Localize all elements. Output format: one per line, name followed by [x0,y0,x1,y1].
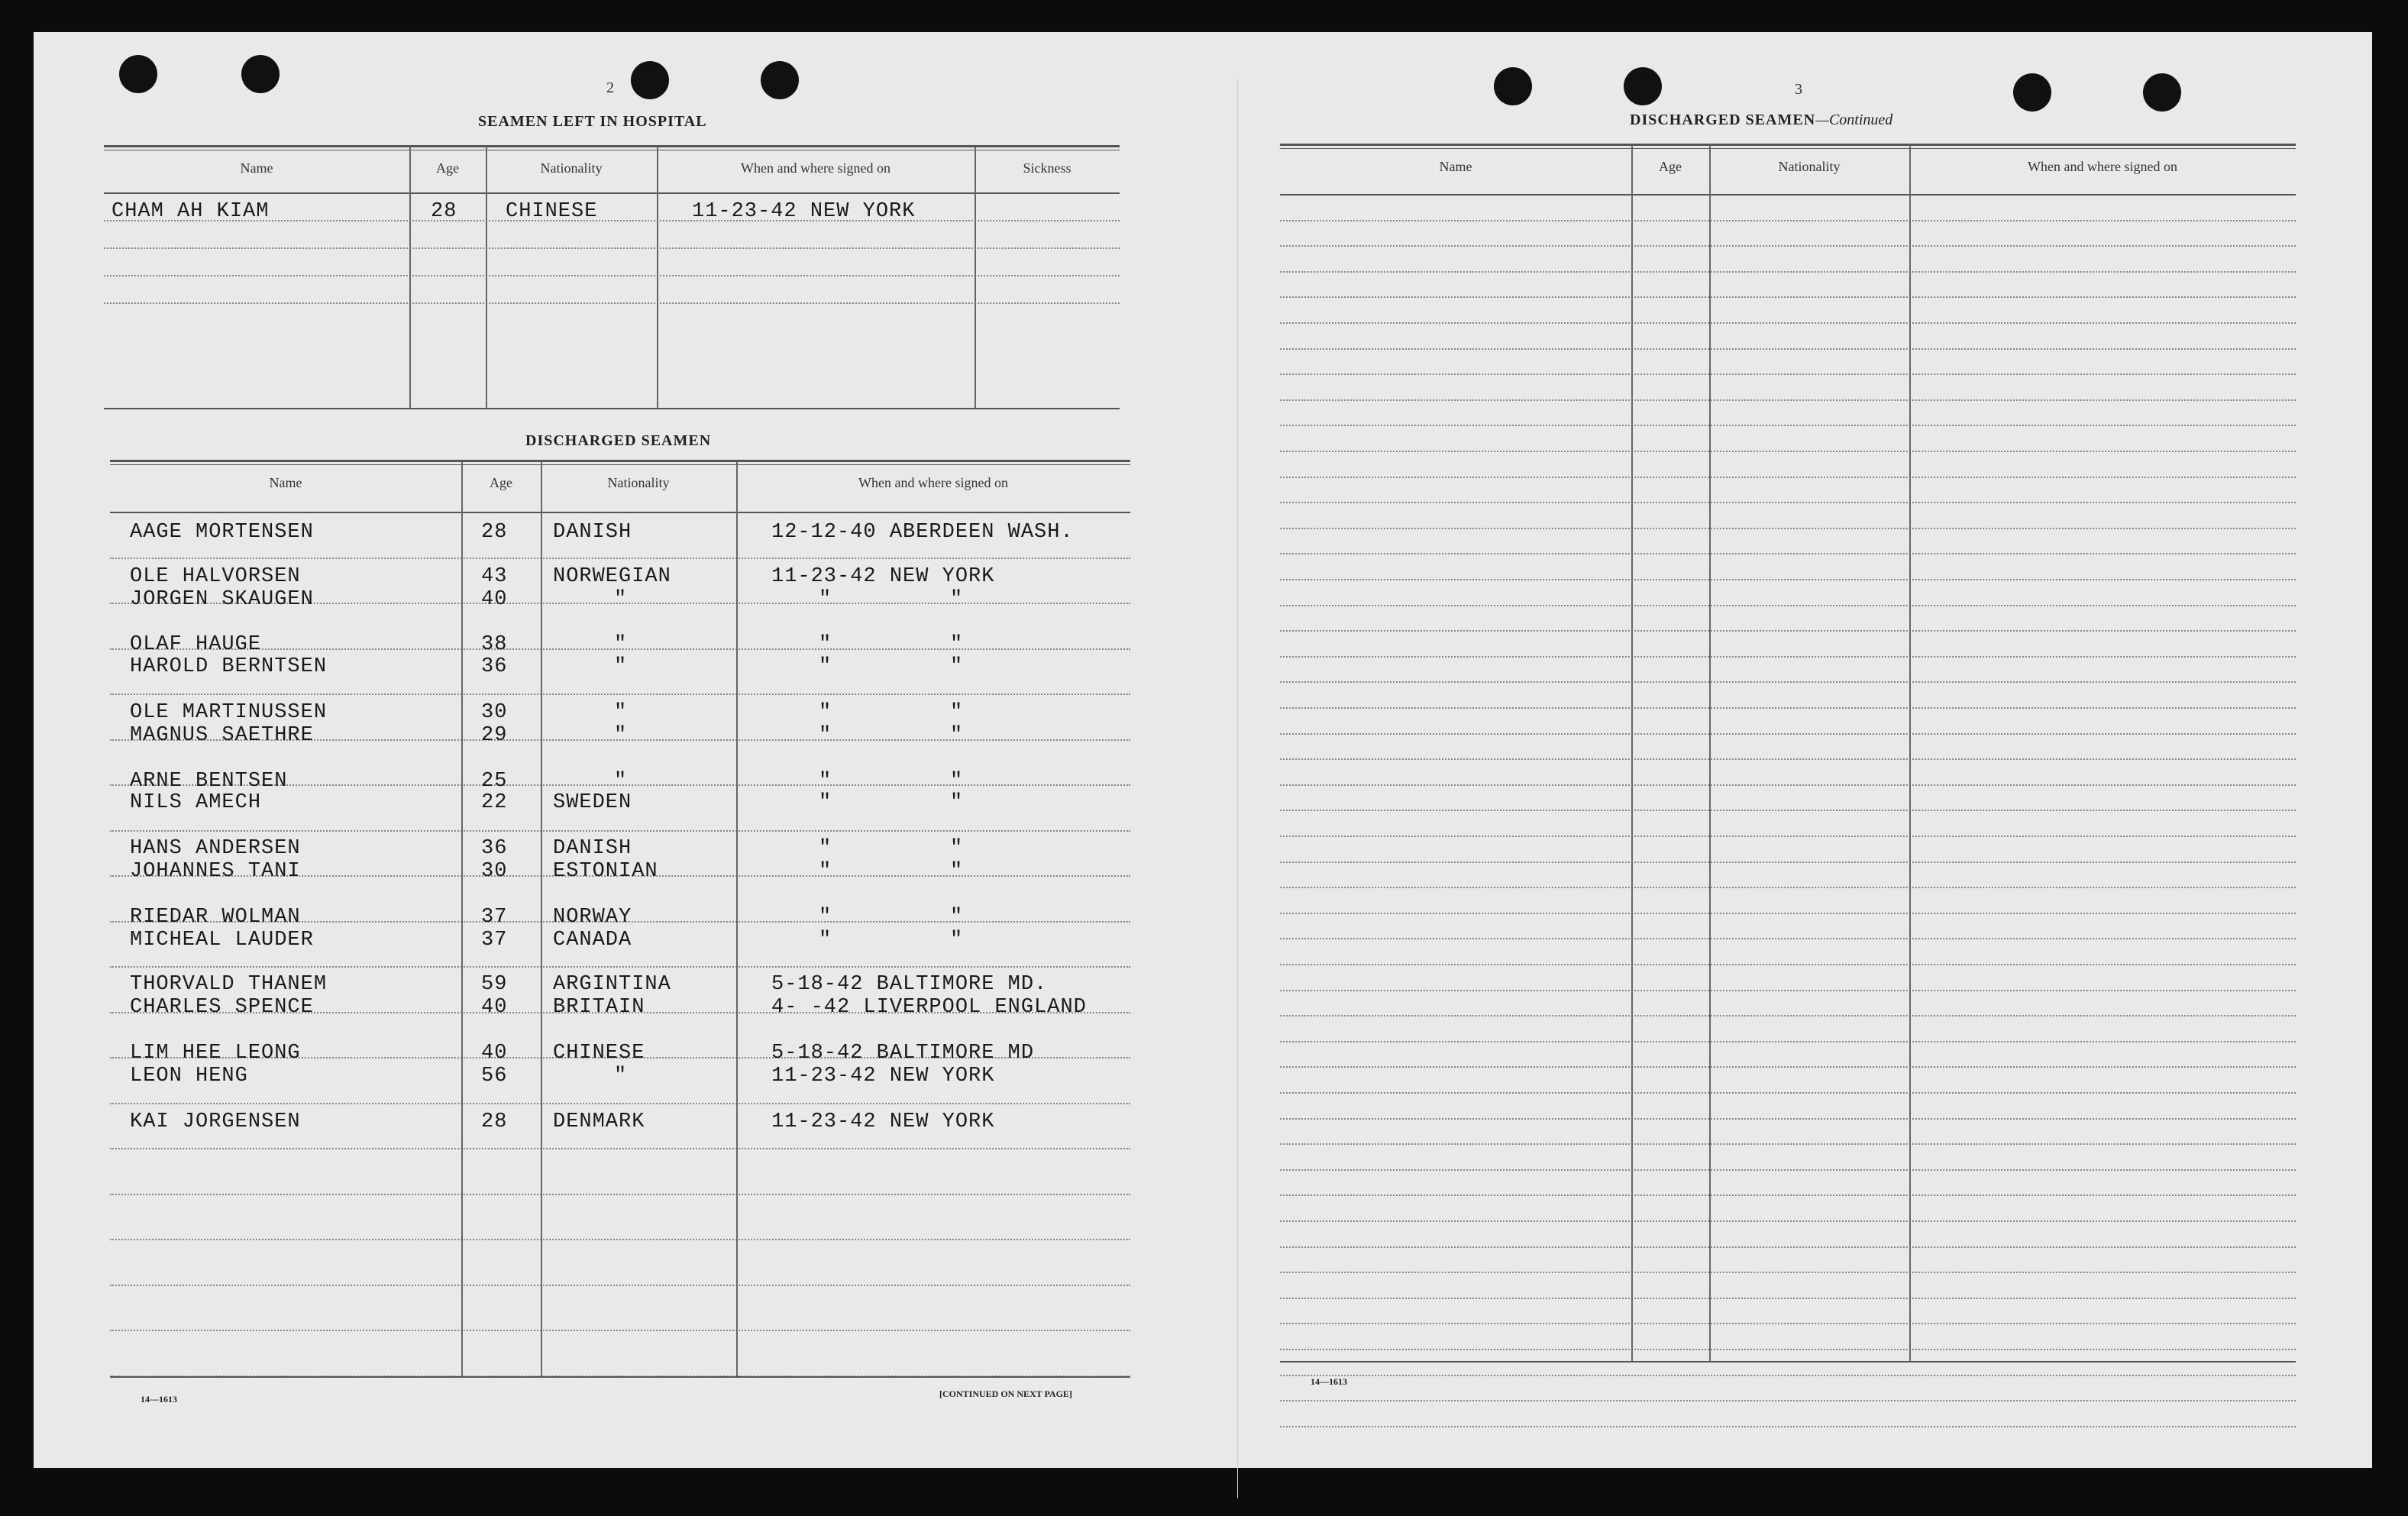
seaman-nationality: NORWEGIAN [553,565,671,588]
row-rule [1280,1092,2296,1094]
signed-on-date-ditto: " [819,770,832,793]
header-rule [110,512,1130,513]
seaman-nationality: ESTONIAN [553,860,658,883]
continued-note: [CONTINUED ON NEXT PAGE] [939,1388,1072,1399]
row-rule [1280,630,2296,632]
signed-on: 12-12-40 ABERDEEN WASH. [771,521,1074,544]
row-rule [1280,1143,2296,1145]
row-rule [1280,810,2296,811]
seaman-nationality: " [614,724,628,747]
row-rule [1280,758,2296,760]
document-sheet [34,32,2372,1468]
signed-on-place-ditto: " [950,655,964,678]
row-rule [1280,553,2296,554]
column-header: When and where signed on [858,475,1008,490]
seaman-name: HANS ANDERSEN [130,837,301,860]
signed-on-date-ditto: " [819,860,832,883]
row-rule [110,1148,1130,1149]
seaman-name: OLAF HAUGE [130,633,262,656]
row-rule [1280,425,2296,426]
hospital-section-title: SEAMEN LEFT IN HOSPITAL [478,113,707,130]
row-rule [1280,733,2296,735]
seaman-nationality: DANISH [553,521,632,544]
seaman-age: 38 [481,633,508,656]
seaman-name: CHARLES SPENCE [130,996,314,1019]
seaman-age: 30 [481,860,508,883]
row-rule [1280,1220,2296,1222]
table-top-rule [110,460,1130,462]
row-rule [1280,1323,2296,1324]
table-top-rule [1280,148,2296,149]
seaman-age: 59 [481,973,508,996]
row-rule [1280,1298,2296,1299]
signed-on-date-ditto: " [819,791,832,814]
punch-hole-icon [1624,67,1662,105]
column-header: Name [240,160,273,176]
row-rule [1280,1015,2296,1017]
row-rule [1280,836,2296,837]
seaman-name: MAGNUS SAETHRE [130,724,314,747]
seaman-age: 40 [481,996,508,1019]
row-rule [1280,1400,2296,1401]
signed-on-place-ditto: " [950,906,964,929]
row-rule [1280,784,2296,786]
seaman-name: NILS AMECH [130,791,262,814]
seaman-nationality: NORWAY [553,906,632,929]
row-rule [1280,887,2296,888]
row-rule [1280,1066,2296,1068]
table-bottom-rule [104,408,1120,409]
row-rule [110,1330,1130,1331]
row-rule [1280,399,2296,401]
seaman-name: ARNE BENTSEN [130,770,288,793]
seaman-name: KAI JORGENSEN [130,1110,301,1133]
seaman-name: HAROLD BERNTSEN [130,655,328,678]
row-rule [1280,1246,2296,1248]
seaman-name: JOHANNES TANI [130,860,301,883]
column-header: Name [269,475,302,490]
row-rule [1280,1272,2296,1273]
signed-on-place-ditto: " [950,724,964,747]
punch-hole-icon [1494,67,1532,105]
seaman-name: OLE HALVORSEN [130,565,301,588]
seaman-name: THORVALD THANEM [130,973,328,996]
row-rule [1280,656,2296,658]
column-header: Nationality [540,160,603,176]
row-rule [1280,707,2296,709]
seaman-age: 28 [481,1110,508,1133]
signed-on: 4- -42 LIVERPOOL ENGLAND [771,996,1087,1019]
seaman-name: JORGEN SKAUGEN [130,588,314,611]
seaman-nationality: DANISH [553,837,632,860]
section-title-suffix: —Continued [1815,112,1893,128]
row-rule [110,1285,1130,1286]
signed-on-place-ditto: " [950,929,964,952]
signed-on-date-ditto: " [819,655,832,678]
section-title-text: DISCHARGED SEAMEN [1630,112,1816,128]
seaman-nationality: CHINESE [506,200,598,223]
seaman-age: 25 [481,770,508,793]
signed-on-place-ditto: " [950,588,964,611]
seaman-nationality: " [614,633,628,656]
row-rule [1280,322,2296,324]
column-header: Age [1659,159,1682,174]
punch-hole-icon [631,61,669,99]
row-rule [1280,528,2296,529]
table-bottom-rule [1280,1361,2296,1362]
column-header: When and where signed on [2028,159,2177,174]
column-header: Nationality [607,475,670,490]
row-rule [1280,681,2296,683]
column-divider [736,461,738,1376]
seaman-age: 40 [481,588,508,611]
seaman-nationality: CANADA [553,929,632,952]
seaman-name: OLE MARTINUSSEN [130,701,328,724]
signed-on-date-ditto: " [819,588,832,611]
seaman-name: RIEDAR WOLMAN [130,906,301,929]
signed-on-place-ditto: " [950,791,964,814]
punch-hole-icon [241,55,280,93]
seaman-name: CHAM AH KIAM [112,200,270,223]
table-top-rule [110,464,1130,465]
signed-on-date-ditto: " [819,724,832,747]
punch-hole-icon [761,61,799,99]
row-rule [1280,1375,2296,1376]
row-rule [1280,271,2296,273]
signed-on: 11-23-42 NEW YORK [771,1065,995,1088]
column-divider [657,147,658,408]
punch-hole-icon [2143,73,2181,112]
row-rule [1280,1169,2296,1171]
row-rule [104,275,1120,276]
column-divider [409,147,411,408]
row-rule [110,830,1130,832]
signed-on-date-ditto: " [819,701,832,724]
discharged-section-title: DISCHARGED SEAMEN [525,432,712,449]
seaman-name: MICHEAL LAUDER [130,929,314,952]
row-rule [1280,1426,2296,1427]
column-divider [975,147,976,408]
seaman-age: 37 [481,929,508,952]
row-rule [1280,348,2296,350]
punch-hole-icon [2013,73,2051,112]
seaman-nationality: " [614,770,628,793]
seaman-nationality: " [614,655,628,678]
row-rule [1280,861,2296,863]
signed-on-date-ditto: " [819,929,832,952]
seaman-nationality: " [614,701,628,724]
row-rule [1280,1349,2296,1350]
header-rule [104,192,1120,194]
seaman-age: 37 [481,906,508,929]
seaman-age: 36 [481,837,508,860]
seaman-age: 43 [481,565,508,588]
row-rule [1280,245,2296,247]
continued-section-title [1630,112,1892,129]
row-rule [104,247,1120,249]
row-rule [110,1239,1130,1240]
seaman-age: 29 [481,724,508,747]
signed-on-date-ditto: " [819,633,832,656]
row-rule [1280,296,2296,298]
seaman-age: 36 [481,655,508,678]
page-number: 2 [606,79,614,96]
header-rule [1280,194,2296,196]
column-header: Age [436,160,459,176]
signed-on-date-ditto: " [819,906,832,929]
row-rule [110,1194,1130,1195]
row-rule [1280,579,2296,580]
row-rule [110,966,1130,968]
column-divider [1709,145,1711,1361]
row-rule [1280,990,2296,991]
seaman-name: AAGE MORTENSEN [130,521,314,544]
seaman-name: LIM HEE LEONG [130,1042,301,1065]
row-rule [1280,1194,2296,1196]
seaman-nationality: BRITAIN [553,996,645,1019]
column-header: Age [490,475,512,490]
row-rule [1280,477,2296,478]
row-rule [110,693,1130,695]
table-bottom-rule [110,1376,1130,1378]
signed-on-place-ditto: " [950,860,964,883]
signed-on: 11-23-42 NEW YORK [771,565,995,588]
row-rule [1280,605,2296,606]
row-rule [1280,373,2296,375]
column-header: Name [1439,159,1472,174]
column-header: Nationality [1778,159,1841,174]
row-rule [1280,1041,2296,1042]
row-rule [1280,451,2296,452]
column-divider [486,147,487,408]
row-rule [1280,1118,2296,1120]
seaman-nationality: " [614,588,628,611]
row-rule [1280,502,2296,503]
page-number: 3 [1795,81,1802,98]
column-divider [1909,145,1911,1361]
signed-on-place-ditto: " [950,701,964,724]
signed-on-place-ditto: " [950,770,964,793]
form-number: 14—1613 [141,1394,177,1404]
seaman-nationality: CHINESE [553,1042,645,1065]
row-rule [1280,938,2296,939]
row-rule [1280,913,2296,914]
column-header: Sickness [1023,160,1071,176]
row-rule [110,1103,1130,1104]
form-number: 14—1613 [1311,1376,1347,1387]
row-rule [104,302,1120,304]
seaman-age: 40 [481,1042,508,1065]
table-top-rule [104,145,1120,147]
seaman-nationality: ARGINTINA [553,973,671,996]
seaman-nationality: " [614,1065,628,1088]
column-divider [461,461,463,1376]
row-rule [1280,964,2296,965]
row-rule [110,558,1130,559]
column-header: When and where signed on [741,160,890,176]
signed-on-place-ditto: " [950,633,964,656]
table-top-rule [1280,144,2296,146]
column-divider [1631,145,1633,1361]
page-fold [1237,78,1238,1498]
seaman-name: LEON HENG [130,1065,248,1088]
signed-on: 5-18-42 BALTIMORE MD. [771,973,1048,996]
seaman-age: 28 [431,200,457,223]
seaman-nationality: SWEDEN [553,791,632,814]
seaman-age: 30 [481,701,508,724]
seaman-age: 22 [481,791,508,814]
signed-on: 11-23-42 NEW YORK [692,200,916,223]
signed-on-place-ditto: " [950,837,964,860]
signed-on-date-ditto: " [819,837,832,860]
seaman-nationality: DENMARK [553,1110,645,1133]
seaman-age: 28 [481,521,508,544]
signed-on: 5-18-42 BALTIMORE MD [771,1042,1035,1065]
row-rule [1280,220,2296,221]
signed-on: 11-23-42 NEW YORK [771,1110,995,1133]
column-divider [541,461,542,1376]
seaman-age: 56 [481,1065,508,1088]
punch-hole-icon [119,55,157,93]
